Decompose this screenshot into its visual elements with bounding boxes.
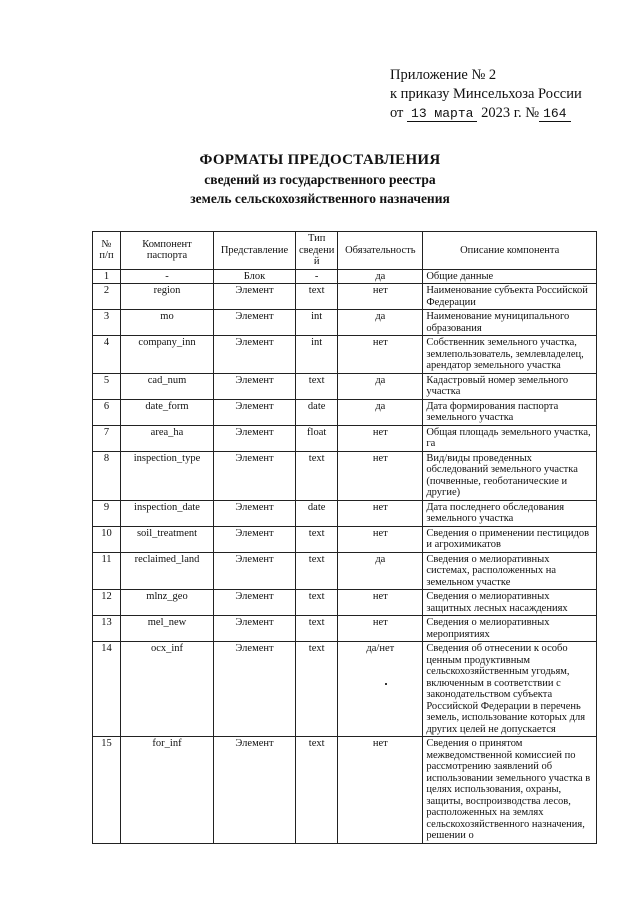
cell-number: 14 [93, 642, 121, 737]
appendix-date-line [390, 104, 582, 123]
cell-required: нет [338, 336, 423, 374]
ink-dot [385, 683, 387, 685]
cell-required: нет [338, 737, 423, 844]
cell-component: reclaimed_land [121, 552, 214, 590]
table-body [93, 269, 597, 843]
table-row [93, 399, 597, 425]
cell-required: нет [338, 590, 423, 616]
cell-required: да [338, 399, 423, 425]
cell-required: да [338, 373, 423, 399]
cell-number: 10 [93, 526, 121, 552]
cell-description: Общие данные [423, 269, 597, 284]
cell-type: text [296, 616, 338, 642]
cell-description: Сведения о применении пестицидов и агрохимикатов [423, 526, 597, 552]
cell-type: - [296, 269, 338, 284]
cell-description: Вид/виды проведенных обследований земельного участка (почвенные, геоботанические и другие) [423, 451, 597, 500]
table-row [93, 310, 597, 336]
cell-type: text [296, 552, 338, 590]
cell-description: Кадастровый номер земельного участка [423, 373, 597, 399]
cell-component: date_form [121, 399, 214, 425]
cell-representation: Элемент [214, 399, 296, 425]
cell-description: Собственник земельного участка, землепользователь, землевладелец, арендатор земельного участка [423, 336, 597, 374]
table-row [93, 552, 597, 590]
cell-representation: Элемент [214, 373, 296, 399]
cell-component: region [121, 284, 214, 310]
appendix-line-2: к приказу Минсельхоза России [390, 86, 582, 102]
cell-component: mo [121, 310, 214, 336]
cell-number: 3 [93, 310, 121, 336]
cell-number: 6 [93, 399, 121, 425]
cell-type: text [296, 590, 338, 616]
cell-number: 1 [93, 269, 121, 284]
cell-description: Наименование субъекта Российской Федерации [423, 284, 597, 310]
cell-representation: Элемент [214, 590, 296, 616]
table-row [93, 269, 597, 284]
cell-representation: Элемент [214, 500, 296, 526]
cell-required: да [338, 552, 423, 590]
cell-component: area_ha [121, 425, 214, 451]
table-row [93, 425, 597, 451]
cell-description: Дата формирования паспорта земельного участка [423, 399, 597, 425]
cell-representation: Элемент [214, 526, 296, 552]
cell-required: да [338, 269, 423, 284]
cell-representation: Элемент [214, 642, 296, 737]
header-required: Обязательность [338, 232, 423, 270]
cell-type: text [296, 373, 338, 399]
cell-type: int [296, 336, 338, 374]
cell-required: нет [338, 526, 423, 552]
cell-component: - [121, 269, 214, 284]
cell-representation: Блок [214, 269, 296, 284]
cell-type: text [296, 451, 338, 500]
cell-number: 8 [93, 451, 121, 500]
cell-type: text [296, 737, 338, 844]
table-row [93, 590, 597, 616]
cell-component: ocx_inf [121, 642, 214, 737]
table-row [93, 284, 597, 310]
cell-number: 15 [93, 737, 121, 844]
cell-number: 4 [93, 336, 121, 374]
cell-type: date [296, 500, 338, 526]
cell-description: Наименование муниципального образования [423, 310, 597, 336]
title-line-1: ФОРМАТЫ ПРЕДОСТАВЛЕНИЯ [199, 152, 441, 168]
cell-description: Дата последнего обследования земельного участка [423, 500, 597, 526]
table-row [93, 642, 597, 737]
date-value: 13 марта [407, 106, 477, 122]
cell-required: нет [338, 284, 423, 310]
cell-representation: Элемент [214, 552, 296, 590]
cell-representation: Элемент [214, 425, 296, 451]
cell-representation: Элемент [214, 284, 296, 310]
appendix-block [390, 66, 582, 123]
cell-required: нет [338, 451, 423, 500]
cell-type: int [296, 310, 338, 336]
cell-component: inspection_date [121, 500, 214, 526]
cell-type: date [296, 399, 338, 425]
cell-type: text [296, 284, 338, 310]
cell-representation: Элемент [214, 451, 296, 500]
date-suffix: 2023 г. № [481, 105, 540, 121]
cell-component: mlnz_geo [121, 590, 214, 616]
cell-component: inspection_type [121, 451, 214, 500]
table-row [93, 737, 597, 844]
cell-type: text [296, 526, 338, 552]
table-row [93, 336, 597, 374]
cell-required: да/нет [338, 642, 423, 737]
document-title [0, 150, 640, 208]
cell-number: 12 [93, 590, 121, 616]
header-representation: Представление [214, 232, 296, 270]
table-row [93, 616, 597, 642]
header-component: Компонент паспорта [121, 232, 214, 270]
cell-number: 13 [93, 616, 121, 642]
header-type: Тип сведени й [296, 232, 338, 270]
cell-representation: Элемент [214, 310, 296, 336]
cell-description: Сведения о мелиоративных защитных лесных насаждениях [423, 590, 597, 616]
formats-table [92, 231, 597, 844]
table-row [93, 373, 597, 399]
cell-required: да [338, 310, 423, 336]
cell-description: Сведения о принятом межведомственной комиссией по рассмотрению заявлений об использовании земельного участка в целях использования, охраны, защиты, воспроизводства лесов, расположенных на землях сельскохозяйственного назначения, решении о [423, 737, 597, 844]
cell-description: Общая площадь земельного участка, га [423, 425, 597, 451]
cell-required: нет [338, 425, 423, 451]
cell-required: нет [338, 500, 423, 526]
cell-number: 2 [93, 284, 121, 310]
cell-representation: Элемент [214, 336, 296, 374]
table-row [93, 526, 597, 552]
cell-type: text [296, 642, 338, 737]
table-row [93, 500, 597, 526]
header-description: Описание компонента [423, 232, 597, 270]
cell-component: for_inf [121, 737, 214, 844]
appendix-line-1: Приложение № 2 [390, 67, 497, 83]
cell-representation: Элемент [214, 737, 296, 844]
cell-description: Сведения о мелиоративных мероприятиях [423, 616, 597, 642]
table-row [93, 451, 597, 500]
table-header-row [93, 232, 597, 270]
cell-number: 11 [93, 552, 121, 590]
cell-component: company_inn [121, 336, 214, 374]
cell-component: cad_num [121, 373, 214, 399]
cell-required: нет [338, 616, 423, 642]
cell-type: float [296, 425, 338, 451]
cell-representation: Элемент [214, 616, 296, 642]
order-number: 164 [539, 106, 570, 122]
title-line-2: сведений из государственного реестра [204, 172, 436, 187]
cell-description: Сведения об отнесении к особо ценным продуктивным сельскохозяйственным угодьям, включенным в соответствии с законодательством субъекта Российской Федерации в перечень земель, использование которых для других целей не допускается [423, 642, 597, 737]
cell-number: 9 [93, 500, 121, 526]
cell-number: 5 [93, 373, 121, 399]
cell-number: 7 [93, 425, 121, 451]
cell-component: soil_treatment [121, 526, 214, 552]
date-prefix: от [390, 105, 404, 121]
title-line-3: земель сельскохозяйственного назначения [190, 191, 450, 206]
cell-component: mel_new [121, 616, 214, 642]
header-number: № п/п [93, 232, 121, 270]
cell-description: Сведения о мелиоративных системах, расположенных на земельном участке [423, 552, 597, 590]
